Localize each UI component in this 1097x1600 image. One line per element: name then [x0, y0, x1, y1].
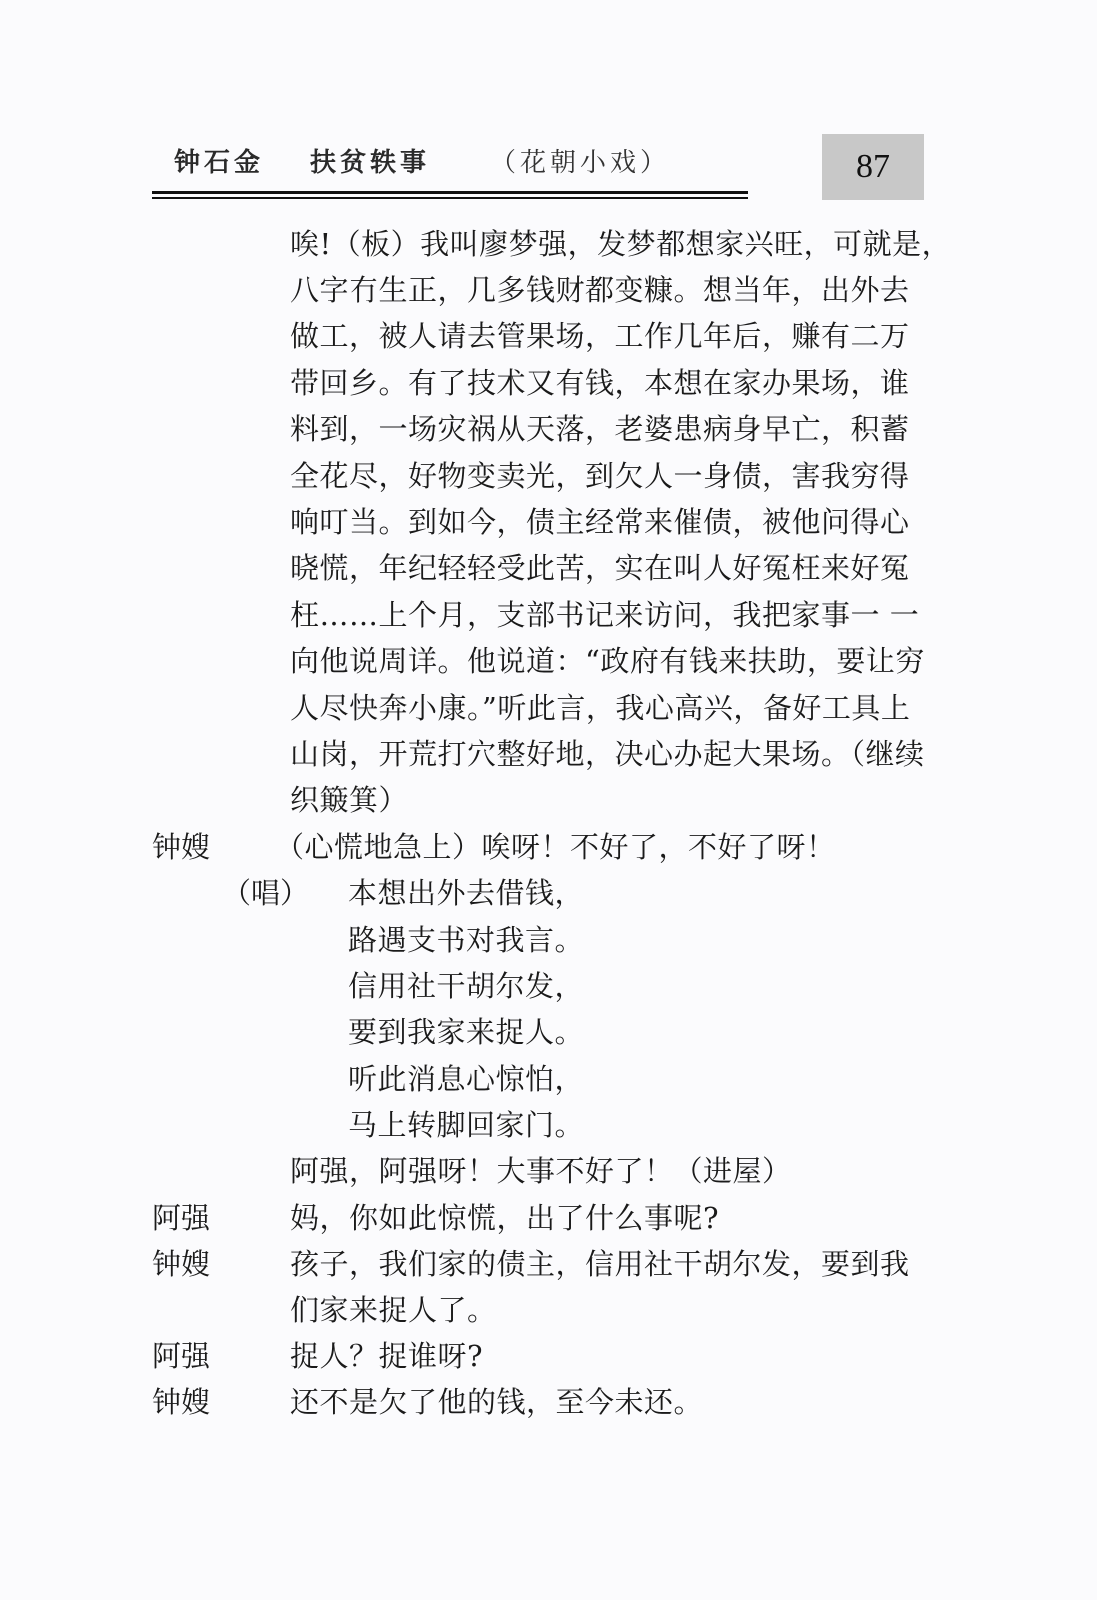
monologue-line: 料到，一场灾祸从天落，老婆患病身早亡，积蓄	[290, 412, 910, 446]
monologue-line: 晓慌，年纪轻轻受此苦，实在叫人好冤枉来好冤	[290, 551, 910, 585]
running-header-subtitle: （花朝小戏）	[490, 148, 671, 178]
header-rule-thin	[152, 197, 748, 199]
monologue-line: 织簸箕）	[290, 783, 409, 817]
sing-marker: （唱）	[222, 876, 310, 910]
speaker-name: 阿强	[152, 1201, 211, 1235]
page-number-box	[822, 134, 924, 200]
header-rule-thick	[152, 191, 748, 194]
song-line: 本想出外去借钱，	[348, 876, 585, 910]
monologue-line: 响叮当。到如今，债主经常来催债，被他问得心	[290, 505, 910, 539]
monologue-line: 唉!（板）我叫廖梦强，发梦都想家兴旺，可就是，	[290, 227, 952, 261]
speaker-name: 钟嫂	[152, 1247, 211, 1281]
song-line: 听此消息心惊怕，	[348, 1062, 585, 1096]
monologue-line: 做工，被人请去管果场，工作几年后，赚有二万	[290, 319, 910, 353]
monologue-line: 向他说周详。他说道：“政府有钱来扶助，要让穷	[290, 644, 925, 678]
monologue-line: 人尽快奔小康。”听此言，我心高兴，备好工具上	[290, 691, 911, 725]
monologue-line: 八字冇生正，几多钱财都变糠。想当年，出外去	[290, 273, 910, 307]
dialogue-line: 孩子，我们家的债主，信用社干胡尔发，要到我	[290, 1247, 910, 1281]
speaker-name: 阿强	[152, 1339, 211, 1373]
dialogue-line: 捉人？捉谁呀?	[290, 1339, 484, 1373]
song-line: 要到我家来捉人。	[348, 1015, 585, 1049]
running-header-title: 扶贫轶事	[310, 148, 431, 178]
dialogue-line: 阿强，阿强呀！大事不好了！（进屋）	[290, 1154, 792, 1188]
speaker-name: 钟嫂	[152, 830, 211, 864]
monologue-line: 带回乡。有了技术又有钱，本想在家办果场，谁	[290, 366, 910, 400]
speaker-name: 钟嫂	[152, 1385, 211, 1419]
monologue-line: 枉……上个月，支部书记来访问，我把家事一 一	[290, 598, 920, 632]
monologue-line: 山岗，开荒打穴整好地，决心办起大果场。（继续	[290, 737, 925, 771]
running-header-author: 钟石金	[174, 148, 265, 178]
dialogue-line: 还不是欠了他的钱，至今未还。	[290, 1385, 704, 1419]
song-line: 路遇支书对我言。	[348, 923, 585, 957]
dialogue-line: 们家来捉人了。	[290, 1293, 497, 1327]
page-number: 87	[856, 148, 890, 185]
song-line: 马上转脚回家门。	[348, 1108, 585, 1142]
song-line: 信用社干胡尔发，	[348, 969, 585, 1003]
dialogue-line: （心慌地急上）唉呀！不好了，不好了呀！	[275, 830, 836, 864]
dialogue-line: 妈，你如此惊慌，出了什么事呢?	[290, 1201, 720, 1235]
monologue-line: 全花尽，好物变卖光，到欠人一身债，害我穷得	[290, 459, 910, 493]
